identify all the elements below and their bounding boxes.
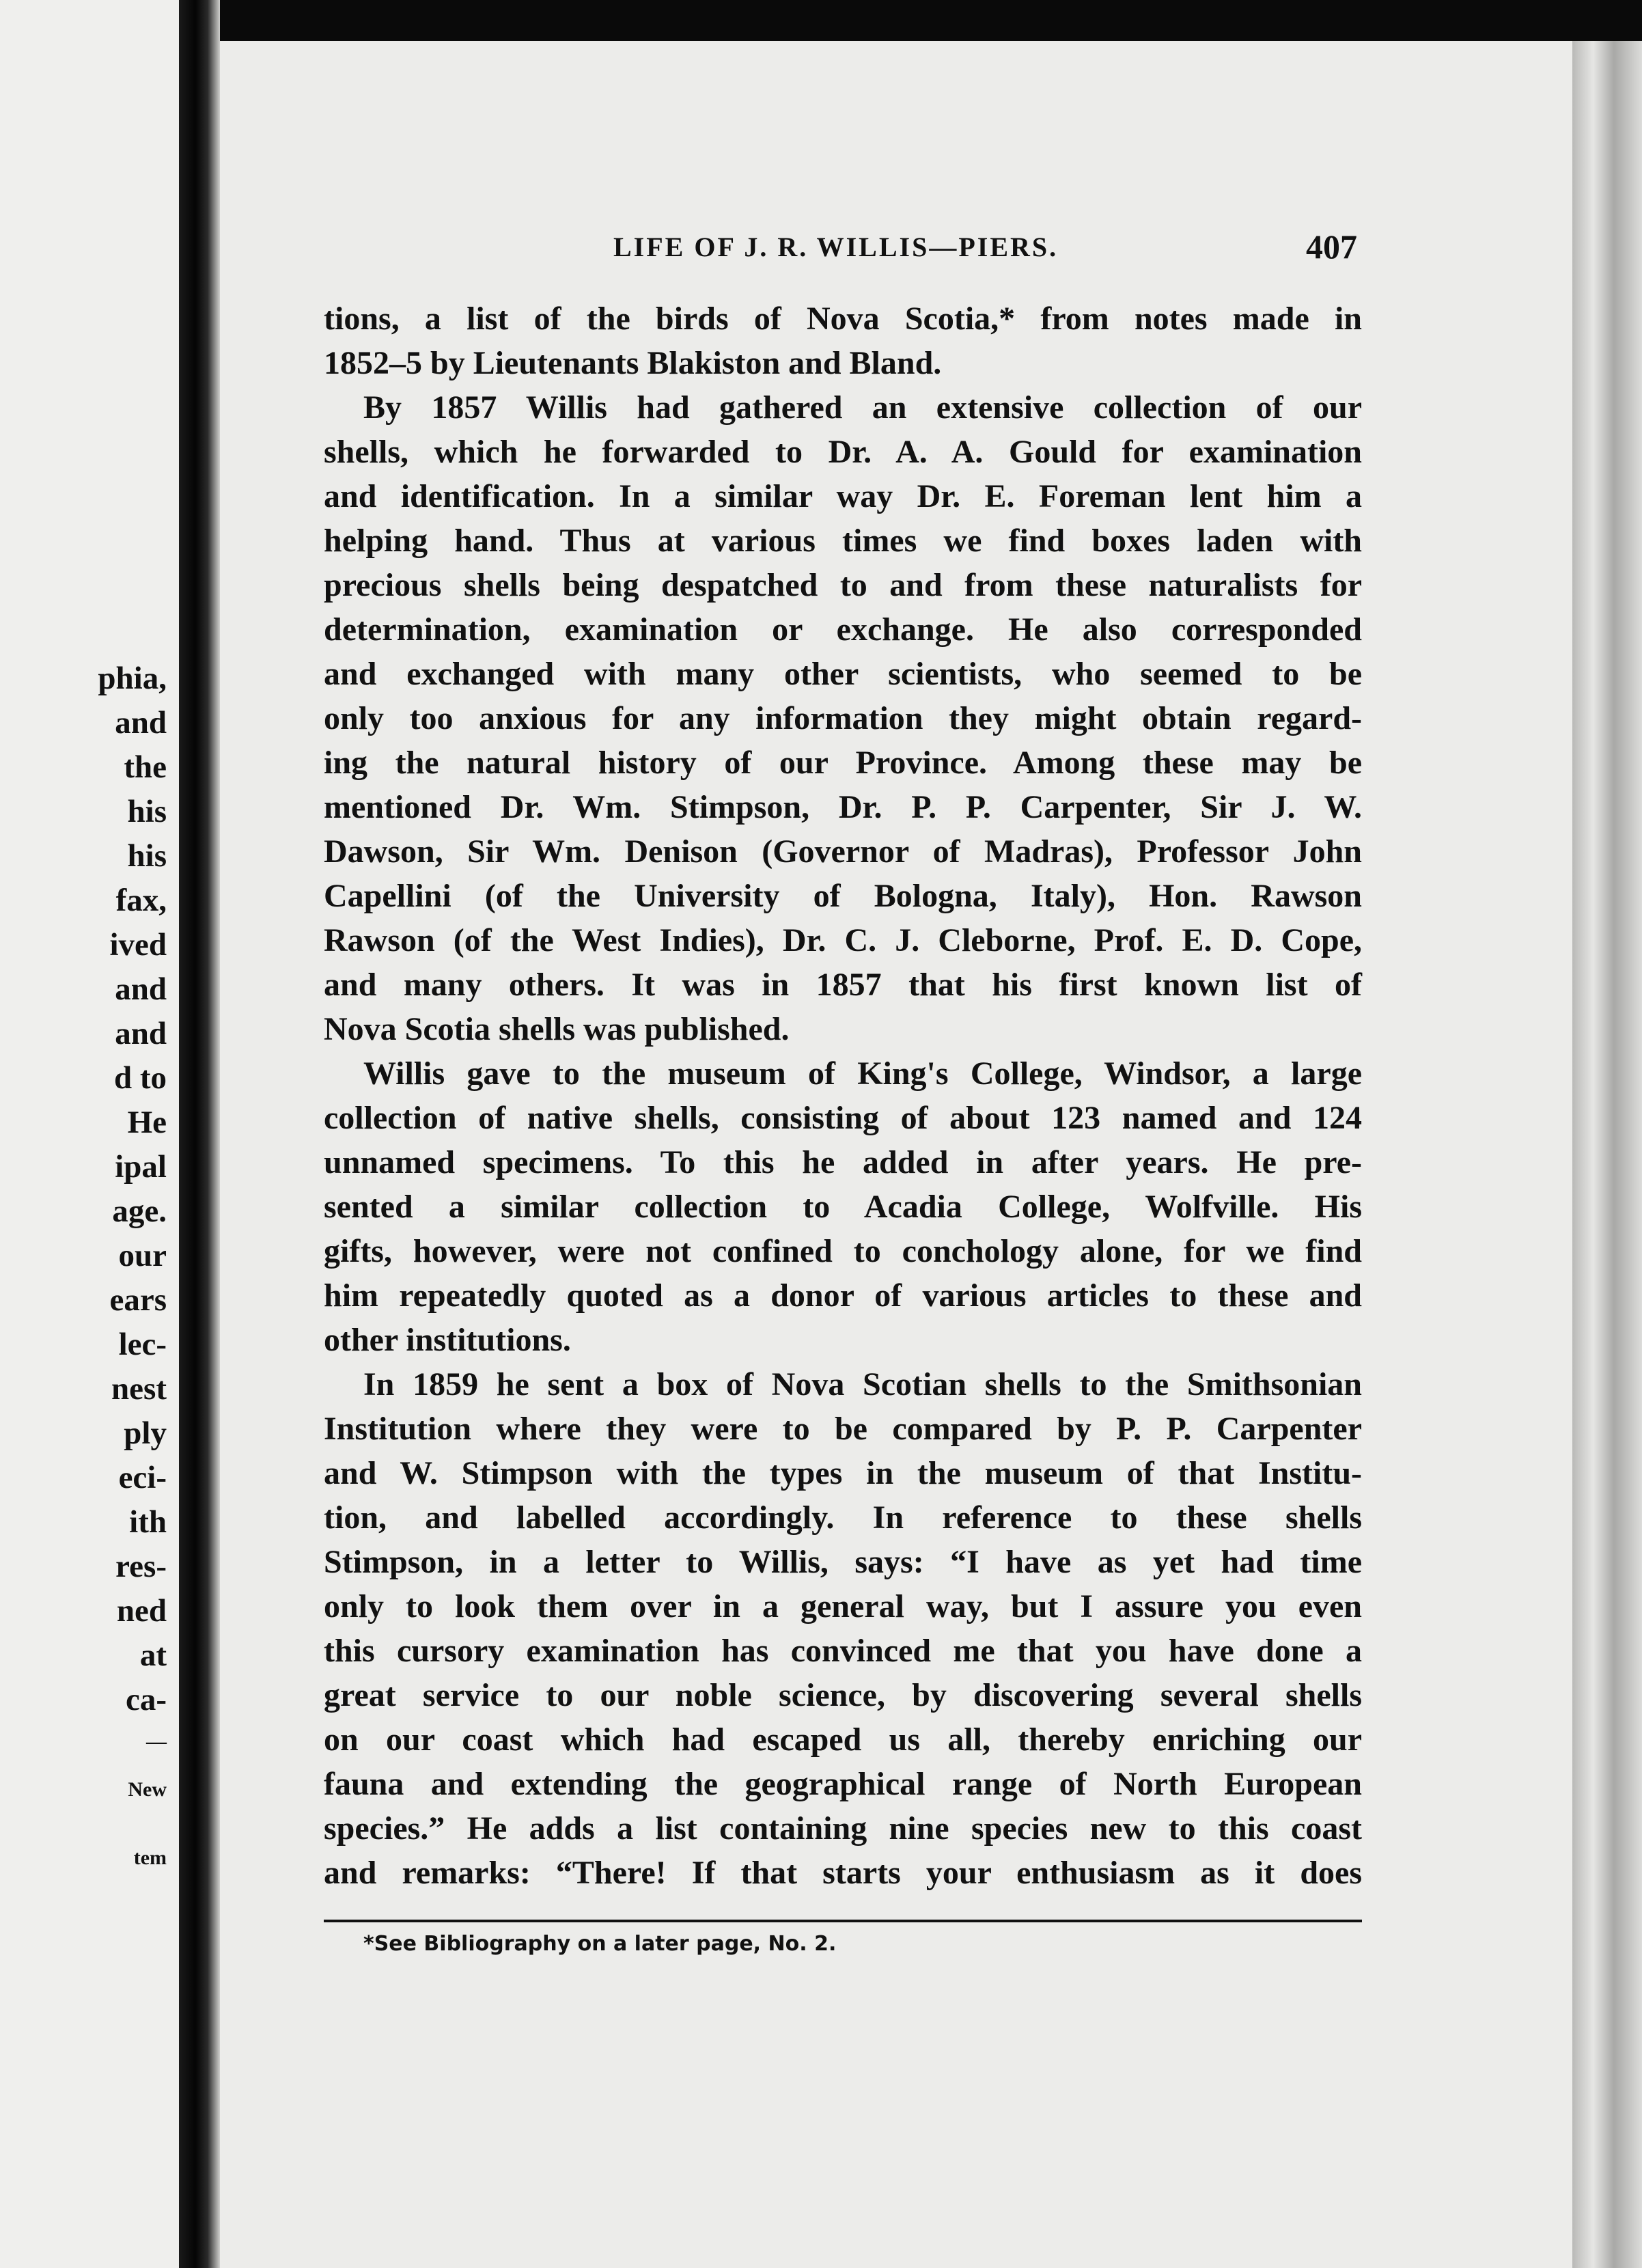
left-fragment: ipal <box>115 1149 167 1185</box>
text-line: and remarks: “There! If that starts your enthusiasm as it does <box>324 1855 1362 1891</box>
text-line: and identification. In a similar way Dr. E. Foreman lent him a <box>324 478 1362 514</box>
text-line: on our coast which had escaped us all, thereby enriching our <box>324 1721 1362 1758</box>
left-fragment: tem <box>133 1847 167 1869</box>
left-fragment: d to <box>113 1060 167 1096</box>
text-line: ing the natural history of our Province. Among these may be <box>324 745 1362 781</box>
left-fragment: New <box>128 1778 167 1801</box>
text-line: Rawson (of the West Indies), Dr. C. J. Cleborne, Prof. E. D. Cope, <box>324 922 1362 958</box>
left-fragment: ears <box>109 1282 167 1318</box>
text-line: Willis gave to the museum of King's College, Windsor, a large <box>363 1055 1362 1092</box>
running-head <box>220 227 1572 272</box>
left-fragment: ca- <box>125 1682 167 1717</box>
text-line: sented a similar collection to Acadia College, Wolfville. His <box>324 1189 1362 1225</box>
text-line: and W. Stimpson with the types in the museum of that Institu- <box>324 1455 1362 1491</box>
text-line: Stimpson, in a letter to Willis, says: “I have as yet had time <box>324 1544 1362 1580</box>
left-page-fragment <box>0 0 179 2268</box>
left-fragment: and <box>115 971 167 1007</box>
text-line: only to look them over in a general way, but I assure you even <box>324 1588 1362 1624</box>
left-fragment: ived <box>109 927 167 963</box>
footnote-divider <box>324 1920 1362 1922</box>
text-line: Nova Scotia shells was published. <box>324 1011 790 1047</box>
text-line: precious shells being despatched to and from these naturalists for <box>324 567 1362 603</box>
text-line: him repeatedly quoted as a donor of various articles to these and <box>324 1277 1362 1314</box>
left-fragment: and <box>115 705 167 741</box>
right-page <box>220 41 1572 2268</box>
left-fragment: our <box>118 1238 167 1273</box>
book-gutter <box>179 0 220 2268</box>
text-line: and exchanged with many other scientists, who seemed to be <box>324 656 1362 692</box>
left-fragment: his <box>127 838 167 874</box>
text-line: tion, and labelled accordingly. In reference to these shells <box>324 1499 1362 1536</box>
text-line: Institution where they were to be compared by P. P. Carpenter <box>324 1411 1362 1447</box>
left-fragment: fax, <box>115 883 167 918</box>
text-line: By 1857 Willis had gathered an extensive collection of our <box>363 389 1362 426</box>
left-fragment: eci- <box>118 1460 167 1495</box>
text-line: species.” He adds a list containing nine species new to this coast <box>324 1810 1362 1847</box>
text-line: Capellini (of the University of Bologna, Italy), Hon. Rawson <box>324 878 1362 914</box>
left-fragment: the <box>124 749 167 785</box>
left-fragment: — <box>146 1730 167 1753</box>
left-fragment: res- <box>115 1549 167 1584</box>
text-line: great service to our noble science, by discovering several shells <box>324 1677 1362 1713</box>
text-line: determination, examination or exchange. He also corresponded <box>324 611 1362 648</box>
text-line: shells, which he forwarded to Dr. A. A. Gould for examination <box>324 434 1362 470</box>
text-line: helping hand. Thus at various times we find boxes laden with <box>324 523 1362 559</box>
left-fragment: ply <box>124 1415 167 1451</box>
left-fragment: age. <box>112 1193 167 1229</box>
text-line: and many others. It was in 1857 that his first known list of <box>324 967 1362 1003</box>
page-number: 407 <box>1306 227 1357 266</box>
text-line: unnamed specimens. To this he added in after years. He pre- <box>324 1144 1362 1180</box>
text-line: tions, a list of the birds of Nova Scotia,* from notes made in <box>324 301 1362 337</box>
text-line: Dawson, Sir Wm. Denison (Governor of Madras), Professor John <box>324 833 1362 870</box>
text-line: collection of native shells, consisting of about 123 named and 124 <box>324 1100 1362 1136</box>
text-line: gifts, however, were not confined to conchology alone, for we find <box>324 1233 1362 1269</box>
body-text <box>324 296 1362 1895</box>
running-title: LIFE OF J. R. WILLIS—PIERS. <box>613 232 1059 262</box>
left-fragment: ith <box>129 1504 167 1540</box>
text-line: only too anxious for any information they might obtain regard- <box>324 700 1362 736</box>
page-edge <box>1572 41 1642 2268</box>
left-fragment: lec- <box>118 1327 167 1362</box>
left-fragment: at <box>139 1637 167 1673</box>
text-line: mentioned Dr. Wm. Stimpson, Dr. P. P. Carpenter, Sir J. W. <box>324 789 1362 825</box>
text-line: In 1859 he sent a box of Nova Scotian shells to the Smithsonian <box>363 1366 1362 1402</box>
text-line: this cursory examination has convinced me that you have done a <box>324 1633 1362 1669</box>
left-fragment: ned <box>116 1593 167 1629</box>
left-fragment: and <box>115 1016 167 1051</box>
text-line: 1852–5 by Lieutenants Blakiston and Bland. <box>324 345 942 381</box>
scan-border <box>179 0 1642 41</box>
left-fragment: phia, <box>98 661 167 696</box>
text-line: fauna and extending the geographical range of North European <box>324 1766 1362 1802</box>
left-fragment: his <box>127 794 167 829</box>
footnote: *See Bibliography on a later page, No. 2. <box>363 1932 837 1956</box>
text-line: other institutions. <box>324 1322 571 1358</box>
left-fragment: He <box>127 1105 167 1140</box>
left-fragment: nest <box>111 1371 167 1407</box>
